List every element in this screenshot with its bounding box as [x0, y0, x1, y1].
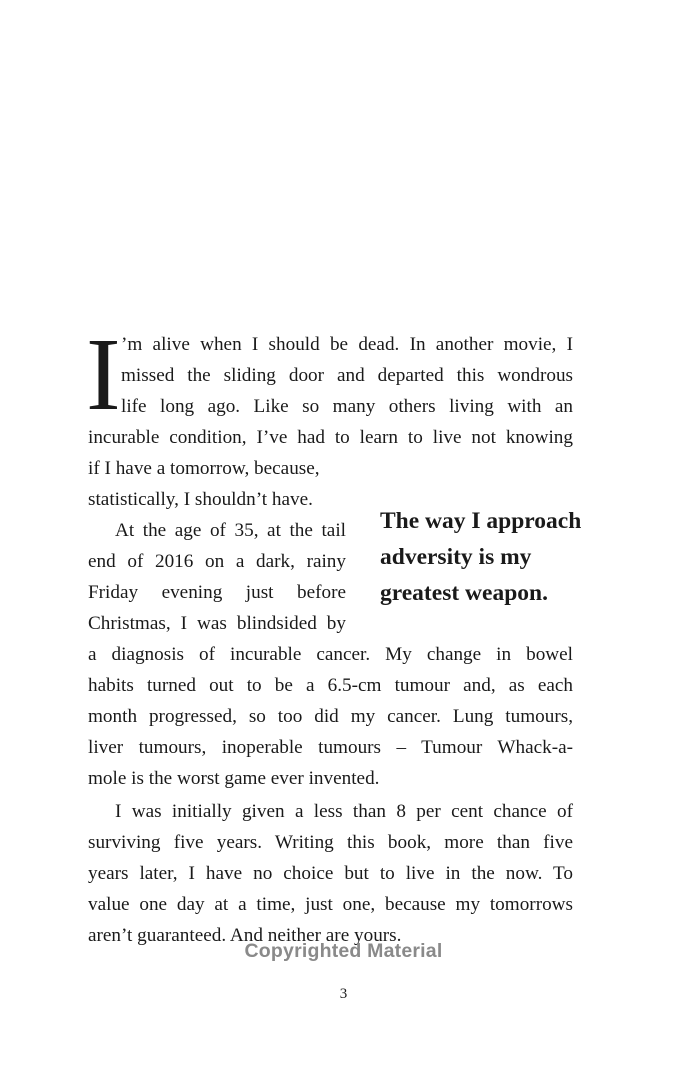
paragraph-line: I was initially given a less than 8 per cent chance of	[115, 801, 573, 822]
paragraph-line: mole is the worst game ever invented.	[88, 768, 380, 789]
paragraph-line: missed the sliding door and departed this wondrous	[121, 365, 573, 386]
paragraph-line: if I have a tomorrow, because,	[88, 458, 320, 479]
pull-quote-line: greatest weapon.	[380, 580, 548, 606]
paragraph-line: life long ago. Like so many others living with an	[121, 396, 573, 417]
drop-cap: I	[86, 330, 121, 420]
paragraph-line: a diagnosis of incurable cancer. My change in bowel	[88, 644, 573, 665]
paragraph-line: ’m alive when I should be dead. In another movie, I	[121, 334, 573, 355]
paragraph-line: Friday evening just before	[88, 582, 346, 603]
paragraph-line: aren’t guaranteed. And neither are yours.	[88, 925, 402, 946]
pull-quote	[380, 503, 620, 611]
paragraph-line: incurable condition, I’ve had to learn to live not knowing	[88, 427, 573, 448]
paragraph-line: liver tumours, inoperable tumours – Tumour Whack-a-	[88, 737, 573, 758]
paragraph-line: surviving five years. Writing this book, more than five	[88, 832, 573, 853]
copyright-watermark: Copyrighted Material	[244, 940, 443, 962]
paragraph-line: month progressed, so too did my cancer. Lung tumours,	[88, 706, 573, 727]
paragraph-line: Christmas, I was blindsided by	[88, 613, 346, 634]
page-number: 3	[339, 986, 348, 1002]
paragraph-line: years later, I have no choice but to live in the now. To	[88, 863, 573, 884]
paragraph-line: end of 2016 on a dark, rainy	[88, 551, 346, 572]
paragraph-line: At the age of 35, at the tail	[115, 520, 346, 541]
paragraph-line: habits turned out to be a 6.5-cm tumour and, as each	[88, 675, 573, 696]
pull-quote-line: adversity is my	[380, 544, 532, 570]
paragraph-line: value one day at a time, just one, because my tomorrows	[88, 894, 573, 915]
pull-quote-line: The way I approach	[380, 508, 582, 534]
paragraph-line: statistically, I shouldn’t have.	[88, 489, 313, 510]
